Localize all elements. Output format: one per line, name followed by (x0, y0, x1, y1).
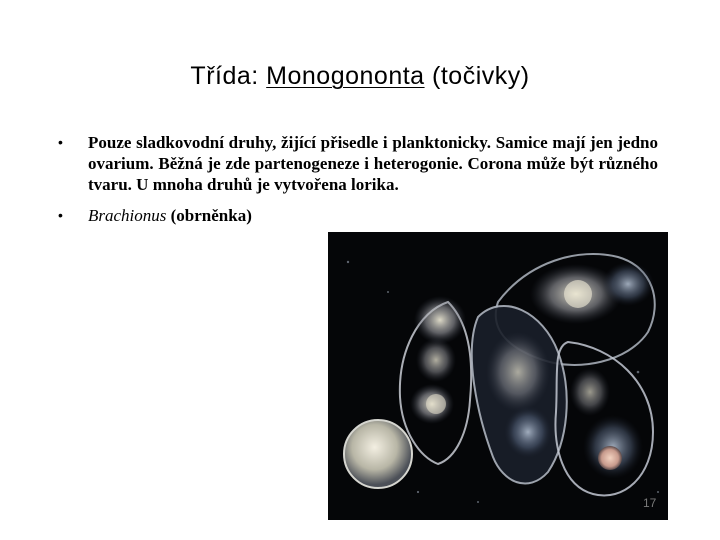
bullet-item-genus (58, 205, 658, 226)
egg-cell (344, 420, 412, 488)
title-class-name: Monogononta (266, 62, 425, 90)
title-suffix: (točivky) (424, 62, 530, 90)
page-number: 17 (643, 496, 657, 510)
bullet-list (58, 132, 658, 226)
bullet-marker: • (58, 134, 63, 150)
genus-name: Brachionus (88, 206, 167, 225)
slide-title (0, 62, 720, 91)
rotifer-micrograph-icon (328, 232, 668, 520)
bullet-marker: • (58, 207, 63, 223)
rotifer-micrograph (328, 232, 668, 520)
description-text: Pouze sladkovodní druhy, žijící přisedle i planktonicky. Samice mají jen jedno ovarium. Běžná je zde partenogeneze i heterogonie. Corona může být různého tvaru. U mnoha druhů je vytvořena lorika. (88, 133, 658, 194)
genus-common-name: (obrněnka) (166, 206, 252, 225)
title-prefix: Třída: (190, 62, 267, 90)
bullet-item-description (58, 132, 658, 195)
